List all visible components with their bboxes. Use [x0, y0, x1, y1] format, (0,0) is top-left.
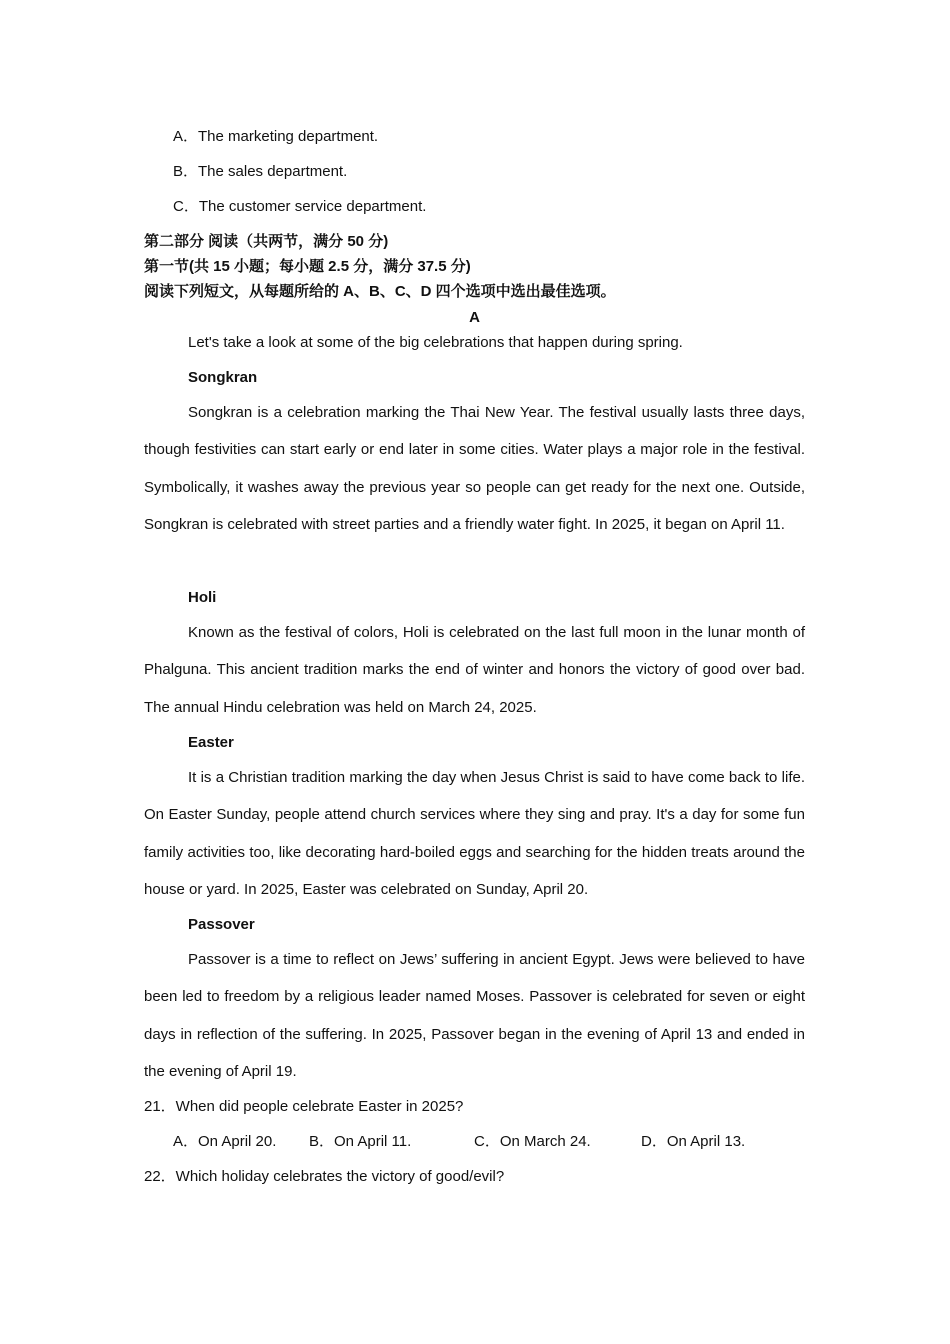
- easter-text: It is a Christian tradition marking the day when Jesus Christ is said to have come back to life. On Easter Sunday, people attend church services where they sing and pray. It's a day for some fun family activities too, like decorating hard-boiled eggs and searching for the hidden treats around the house or yard. In 2025, Easter was celebrated on Sunday, April 20.: [144, 769, 805, 898]
- passover-text: Passover is a time to reflect on Jews’ suffering in ancient Egypt. Jews were believed to have been led to freedom by a religious leader named Moses. Passover is celebrated for seven or eight days in reflection of the suffering. In 2025, Passover began in the evening of April 13 and ended in the evening of April 19.: [144, 951, 805, 1080]
- question-22: 22．Which holiday celebrates the victory of good/evil?: [144, 1168, 505, 1185]
- passover-title: Passover: [188, 916, 255, 933]
- passage-label: A: [469, 309, 480, 326]
- songkran-text: Songkran is a celebration marking the Thai New Year. The festival usually lasts three days, though festivities can start early or end later in some cities. Water plays a major role in the festival. Symbolically, it washes away the previous year so people can get ready for the next one. Outside, Songkran is celebrated with street parties and a friendly water fight. In 2025, it began on April 11.: [144, 404, 805, 533]
- question-21: 21．When did people celebrate Easter in 2025?: [144, 1098, 464, 1115]
- q21-option-a: A．On April 20.: [173, 1133, 277, 1150]
- subsection-heading: 第一节(共 15 小题；每小题 2.5 分，满分 37.5 分): [144, 258, 471, 275]
- option-b: B．The sales department.: [173, 163, 348, 180]
- holi-text: Known as the festival of colors, Holi is celebrated on the last full moon in the lunar month of Phalguna. This ancient tradition marks the end of winter and honors the victory of good over bad. The annual Hindu celebration was held on March 24, 2025.: [144, 624, 805, 716]
- part-heading: 第二部分 阅读（共两节，满分 50 分): [144, 233, 389, 250]
- passage-intro: Let's take a look at some of the big celebrations that happen during spring.: [188, 334, 683, 351]
- q21-option-b: B．On April 11.: [309, 1133, 412, 1150]
- easter-title: Easter: [188, 734, 234, 751]
- instruction: 阅读下列短文，从每题所给的 A、B、C、D 四个选项中选出最佳选项。: [144, 283, 616, 300]
- option-c: C．The customer service department.: [173, 198, 427, 215]
- q21-option-c: C．On March 24.: [474, 1133, 591, 1150]
- holi-title: Holi: [188, 589, 217, 606]
- songkran-title: Songkran: [188, 369, 258, 386]
- option-a: A．The marketing department.: [173, 128, 379, 145]
- q21-option-d: D．On April 13.: [641, 1133, 746, 1150]
